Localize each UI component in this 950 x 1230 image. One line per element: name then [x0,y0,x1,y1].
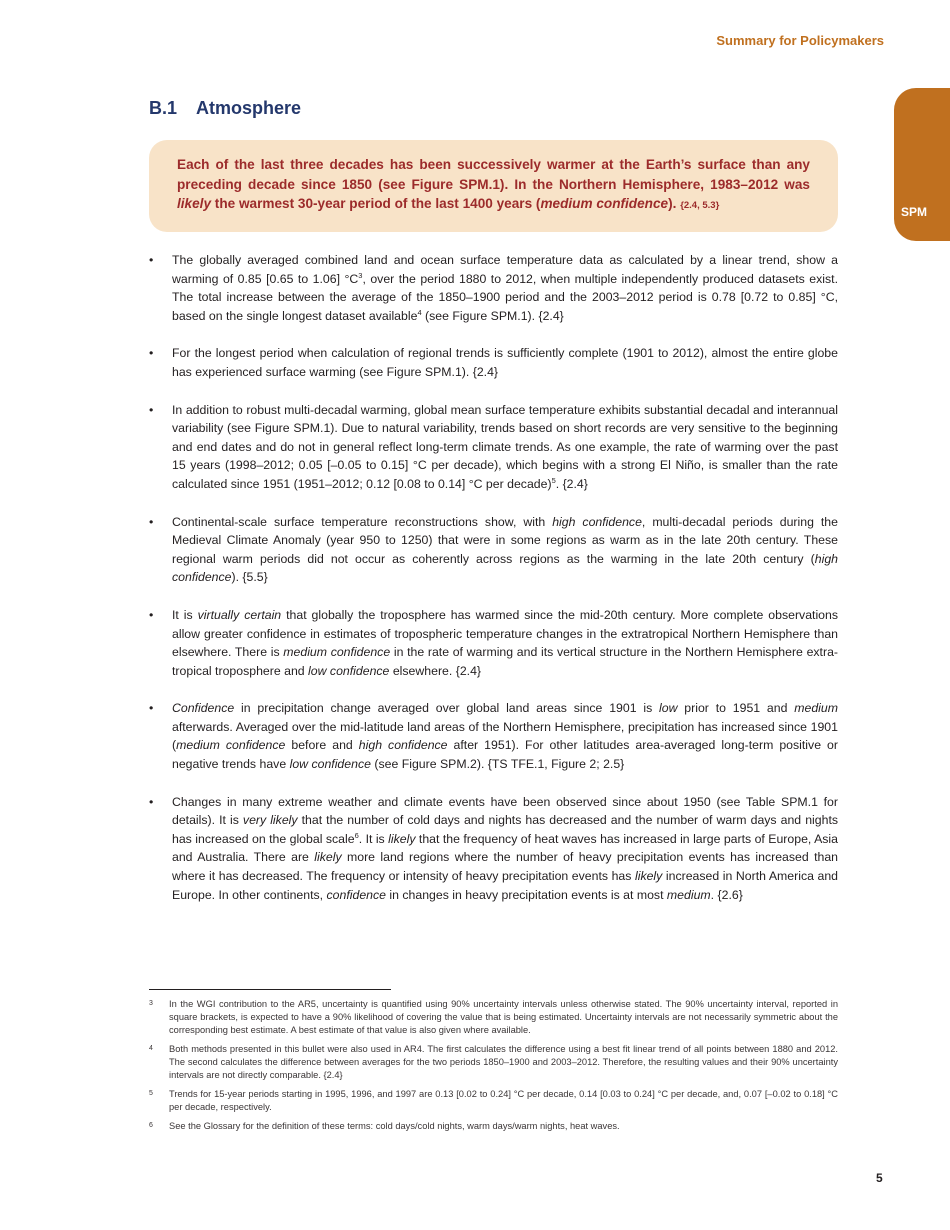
footnote [149,1088,838,1114]
running-head: Summary for Policymakers [716,33,884,48]
footnote-divider [149,989,391,990]
page-number: 5 [876,1171,883,1185]
section-heading [149,98,301,119]
footnote [149,998,838,1037]
section-number: B.1 [149,98,178,118]
footnote-text: See the Glossary for the definition of these terms: cold days/cold nights, warm days/warm nights, heat waves. [169,1121,620,1131]
list-item: • Changes in many extreme weather and climate events have been observed since about 1950 (see Table SPM.1 for details). It is very likely that the number of cold days and nights has decreased and the number of warm days and nights has increased on the global scale$^6$. It is likely that the frequency of heat waves has increased in large parts of Europe, Asia and Australia. There are likely more land regions where the number of heavy precipitation events has increased than where it has decreased. The frequency or intensity of heavy precipitation events has likely increased in North America and Europe. In other continents, confidence in changes in heavy precipitation events is at most medium. {2.6} [149,794,839,902]
footnote-mark: 5 [149,1090,153,1097]
footnote-ref[interactable]: 6 [354,830,359,840]
footnotes [149,998,838,1139]
list-item: • Confidence in precipitation change averaged over global land areas since 1901 is low prior to 1951 and medium afterwards. Averaged over the mid-latitude land areas of the Northern Hemisphere, precipitation has increased since 1901 (medium confidence before and high confidence after 1951). For other latitudes area-averaged long-term positive or negative trends have low confidence (see Figure SPM.2). {TS TFE.1, Figure 2; 2.5} [149,701,838,772]
bullet-icon: • [149,514,154,529]
footnote-ref[interactable]: 4 [417,307,422,317]
bullet-icon: • [149,346,154,361]
footnote-text: Both methods presented in this bullet were also used in AR4. The first calculates the difference using a best fit linear trend of all points between 1880 and 2012. The second calculates the difference between averages for the two periods 1850–1900 and 2003–2012. Therefore, the resulting values and their 90% uncertainty intervals are not directly comparable. {2.4} [169,1044,838,1080]
section-title: Atmosphere [196,98,302,118]
list-item: • For the longest period when calculation of regional trends is sufficiently complete (1901 to 2012), almost the entire globe has experienced surface warming (see Figure SPM.1). {2.4} [149,346,838,379]
footnote-text: In the WGI contribution to the AR5, uncertainty is quantified using 90% uncertainty intervals unless otherwise stated. The 90% uncertainty interval, reported in square brackets, is expected to have a 90% likelihood of covering the value that is being estimated. Uncertainty intervals are not necessarily symmetric about the corresponding best estimate. A best estimate of that value is also given where available. [169,999,838,1035]
spm-side-tab[interactable] [894,88,950,241]
list-item: • In addition to robust multi-decadal warming, global mean surface temperature exhibits substantial decadal and interannual variability (see Figure SPM.1). Due to natural variability, trends based on short records are very sensitive to the beginning and end dates and do not in general reflect long-term climate trends. As one example, the rate of warming over the past 15 years (1998–2012; 0.05 [–0.05 to 0.15] °C per decade), which begins with a strong El Niño, is smaller than the rate calculated since 1951 (1951–2012; 0.12 [0.08 to 0.14] °C per decade)$^5$. {2.4} [149,402,838,491]
bullet-icon: • [149,607,154,622]
list-item: • Continental-scale surface temperature reconstructions show, with high confidence, multi-decadal periods during the Medieval Climate Anomaly (year 950 to 1250) that were in some regions as warm as in the late 20th century. These regional warm periods did not occur as coherently across regions as the warming in the late 20th century (high confidence). {5.5} [149,514,838,585]
footnote-text: Trends for 15-year periods starting in 1995, 1996, and 1997 are 0.13 [0.02 to 0.24] °C per decade, 0.14 [0.03 to 0.24] °C per decade, and, 0.07 [–0.02 to 0.18] °C per decade, respectively. [169,1089,838,1112]
bullet-icon: • [149,701,154,716]
headline-statement: Each of the last three decades has been successively warmer at the Earth’s surface than any preceding decade since 1850 (see Figure SPM.1). In the Northern Hemisphere, 1983–2012 was likely the warmest 30-year period of the last 1400 years (medium confidence). {2.4, 5.3} [149,140,838,232]
bullet-icon: • [149,402,154,417]
footnote-mark: 6 [149,1122,153,1129]
footnote-mark: 3 [149,1000,153,1007]
footnote-ref[interactable]: 3 [358,270,363,280]
bullet-icon: • [149,794,154,809]
footnote-ref[interactable]: 5 [551,475,556,485]
confidence-term: medium confidence [540,196,669,211]
chapter-reference: {2.4, 5.3} [680,200,720,211]
bullet-icon: • [149,253,154,267]
footnote [149,1120,838,1133]
footnote [149,1043,838,1082]
list-item: • The globally averaged combined land and ocean surface temperature data as calculated by a linear trend, show a warming of 0.85 [0.65 to 1.06] $^\circ C^3$, over the period 1880 to 2012, when multiple independently produced datasets exist. The total increase between the average of the 1850–1900 period and the 2003–2012 period is 0.78 [0.72 to 0.85] °C, based on the single longest dataset available$^4$ (see Figure SPM.1). {2.4} [149,253,838,323]
spm-side-tab-label: SPM [901,205,928,219]
likelihood-term: likely [177,196,212,211]
bullet-list [149,251,838,923]
list-item: • It is virtually certain that globally the troposphere has warmed since the mid-20th century. More complete observations allow greater confidence in estimates of tropospheric temperature changes in the extratropical Northern Hemisphere than elsewhere. There is medium confidence in the rate of warming and its vertical structure in the Northern Hemisphere extra-tropical troposphere and low confidence elsewhere. {2.4} [149,607,839,678]
footnote-mark: 4 [149,1045,153,1052]
